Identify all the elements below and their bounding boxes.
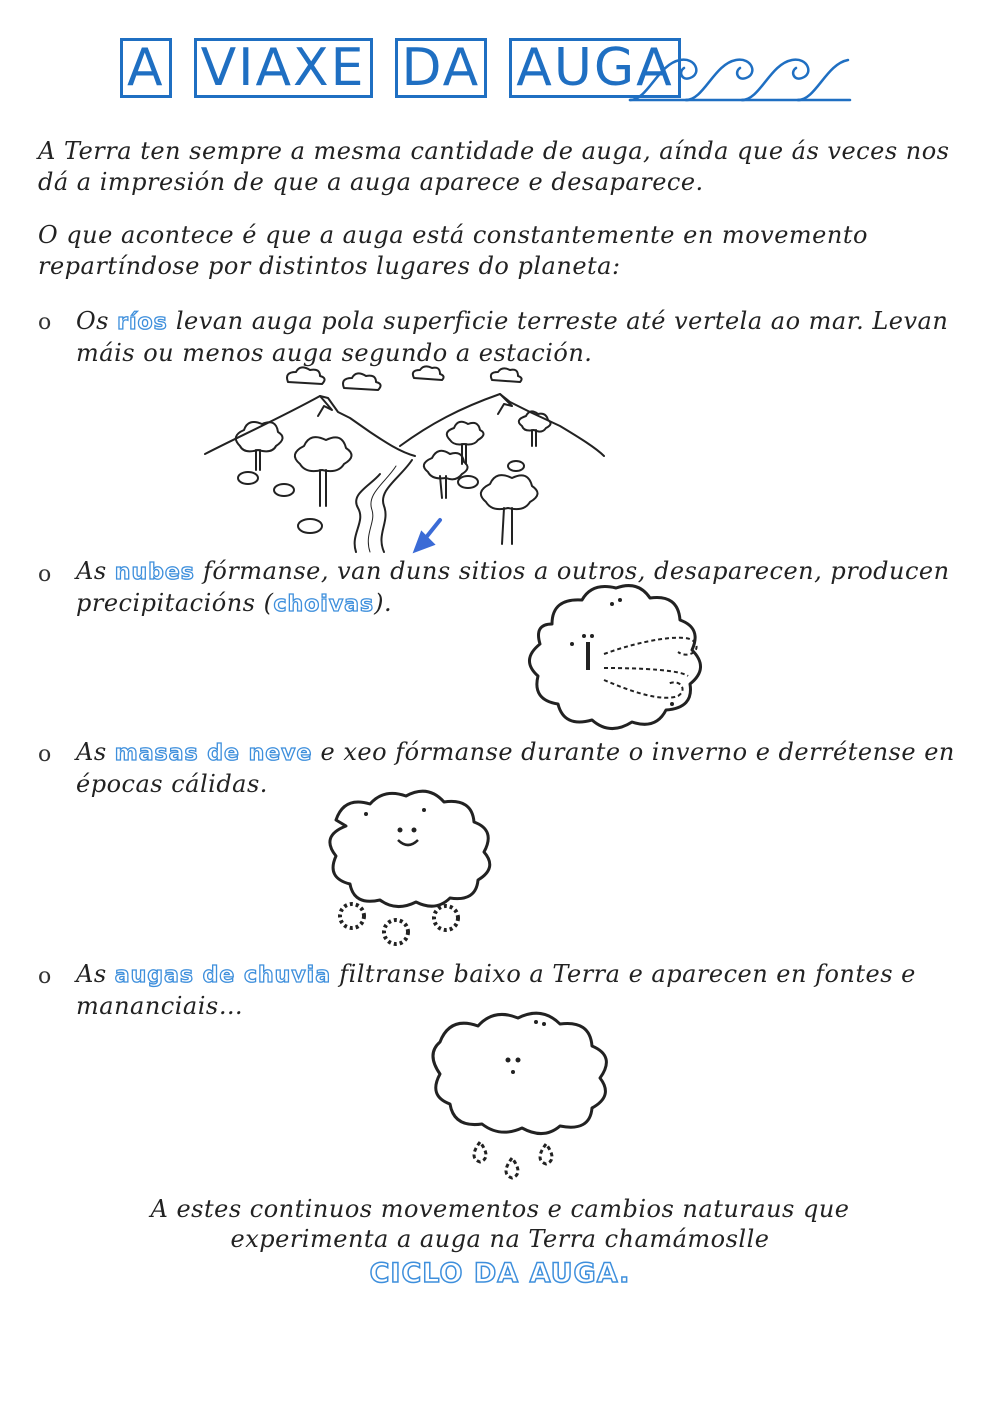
item-text: fórmanse, van duns sitios a outros, desaparecen, producen precipitacións (: [76, 557, 950, 617]
item-text: levan auga pola superficie terreste até vertela ao mar. Levan máis ou menos auga segundo a estación.: [76, 307, 949, 367]
item-text: As: [76, 960, 115, 988]
snow-cloud-illustration: [306, 790, 506, 950]
title-word: A: [120, 38, 172, 98]
item-text: filtranse baixo a Terra e aparecen en fontes e mananciais…: [76, 960, 916, 1020]
water-cycle-heading: CICLO DA AUGA.: [369, 1258, 631, 1289]
item-text: Os: [76, 307, 118, 335]
waves-decoration: [628, 52, 858, 108]
item-rivers: [76, 306, 966, 369]
rain-cloud-illustration: [404, 1012, 634, 1182]
item-text: As: [76, 557, 115, 585]
windy-cloud-illustration: [512, 584, 732, 734]
closing-line-2: experimenta a auga na Terra chamámoslle: [230, 1225, 770, 1253]
title-word: DA: [395, 38, 488, 98]
highlight-word: nubes: [114, 560, 195, 585]
item-text: ).: [374, 589, 393, 617]
highlight-word: augas de chuvia: [114, 963, 332, 988]
intro-paragraph-1: A Terra ten sempre a mesma cantidade de auga, aínda que ás veces nos dá a impresión de que a auga aparece e desaparece.: [38, 137, 950, 196]
highlight-word: choivas: [273, 592, 375, 617]
page-title: [120, 38, 703, 98]
item-text: As: [76, 738, 115, 766]
intro-paragraph-2: O que acontece é que a auga está constantemente en movemento repartíndose por distintos lugares do planeta:: [38, 221, 868, 280]
highlight-word: ríos: [117, 310, 168, 335]
bullet-marker: o: [38, 310, 52, 335]
closing-line-1: A estes continuos movementos e cambios naturaus que: [150, 1195, 850, 1223]
bullet-marker: o: [38, 742, 52, 767]
bullet-marker: o: [38, 562, 52, 587]
title-word: VIAXE: [194, 38, 373, 98]
item-snow: [76, 737, 966, 800]
title-word: AUGA: [509, 38, 681, 98]
bullet-marker: o: [38, 964, 52, 989]
item-text: e xeo fórmanse durante o inverno e derrétense en épocas cálidas.: [76, 738, 955, 798]
mountains-river-illustration: [200, 366, 610, 556]
highlight-word: masas de neve: [114, 741, 313, 766]
